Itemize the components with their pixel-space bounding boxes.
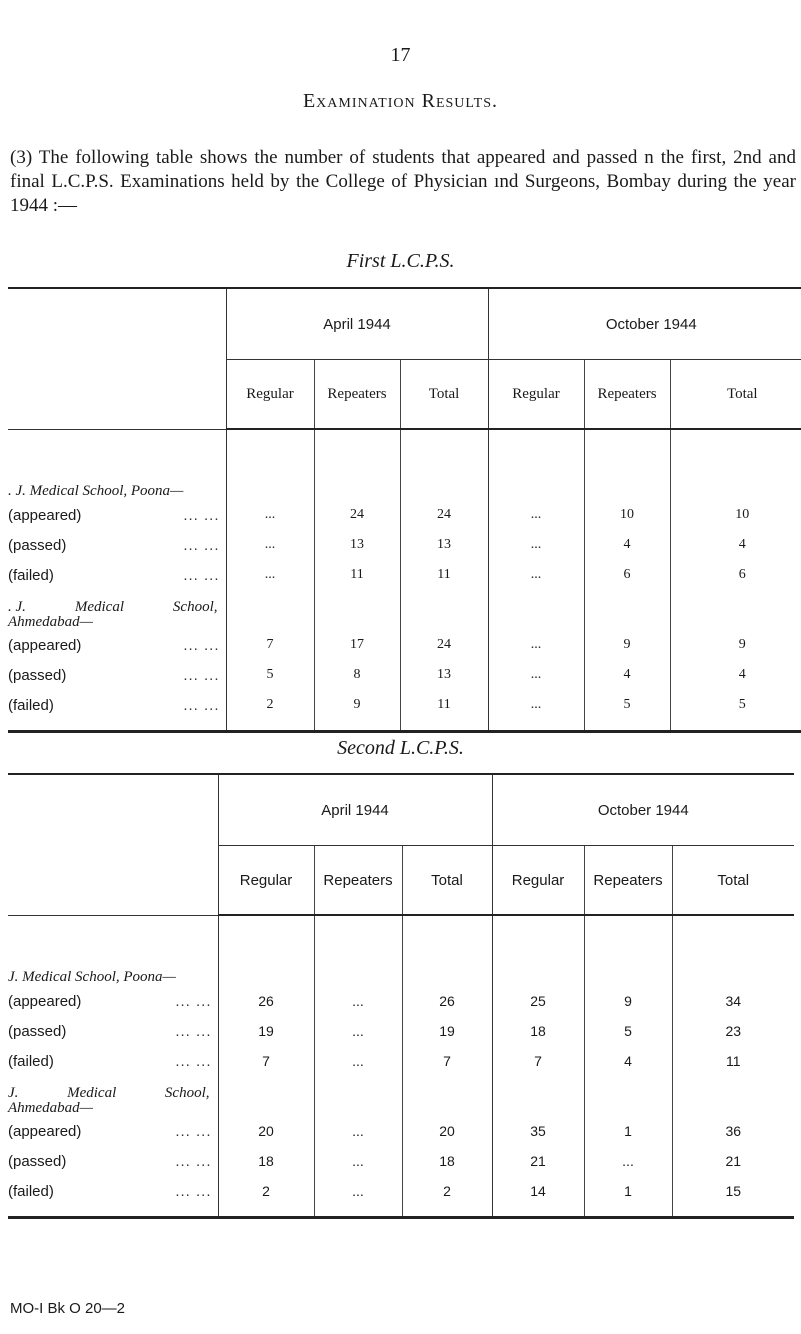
row-label: (passed) <box>8 666 67 684</box>
row-dots: ... ... <box>175 992 212 1010</box>
table-cell: 2 <box>266 697 274 712</box>
table-cell: 24 <box>314 500 400 530</box>
table-cell: 15 <box>672 1176 794 1206</box>
table-cell: 1 <box>584 1176 672 1206</box>
school-name-line2: Ahmedabad— <box>8 614 93 630</box>
table-cell: ... <box>264 567 276 582</box>
table-cell: 19 <box>402 1016 492 1046</box>
row-label: (appeared) <box>8 992 82 1010</box>
table-title-first-lcps: First L.C.P.S. <box>346 250 455 272</box>
table-cell: ... <box>314 1176 402 1206</box>
row-dots: ... ... <box>183 696 220 714</box>
page-heading: Examination Results. <box>302 90 499 112</box>
table-cell: ... <box>314 1016 402 1046</box>
table-cell: 11 <box>400 560 488 590</box>
table-cell: 2 <box>262 1183 270 1199</box>
row-dots: ... ... <box>175 1022 212 1040</box>
table-cell: 7 <box>262 1053 270 1069</box>
row-label: (passed) <box>8 1152 67 1170</box>
row-label: (passed) <box>8 1022 67 1040</box>
table-cell: 21 <box>672 1146 794 1176</box>
table-cell: ... <box>314 986 402 1016</box>
table-cell: 5 <box>670 690 801 720</box>
table-cell: 4 <box>584 1046 672 1076</box>
table-cell: 18 <box>258 1153 274 1169</box>
table-row <box>8 986 794 1016</box>
table-cell: ... <box>584 1146 672 1176</box>
table-cell: 5 <box>584 1016 672 1046</box>
page-number: 17 <box>390 44 411 66</box>
row-label: (failed) <box>8 566 54 584</box>
column-header: Repeaters <box>584 846 672 916</box>
first-lcps-table <box>8 287 801 733</box>
column-header: Repeaters <box>314 846 402 916</box>
table-cell: 26 <box>258 993 274 1009</box>
intro-paragraph: (3) The following table shows the number of students that appeared and passed n the first, 2nd and final L.C.P.S. Examinations held by the College of Physician ınd Surgeons, Bombay during the year 1944 :— <box>10 147 796 216</box>
table-cell: 4 <box>670 530 801 560</box>
table-row <box>8 690 801 720</box>
period-header-row <box>8 774 794 846</box>
row-label: (failed) <box>8 1052 54 1070</box>
spacer-row <box>8 915 794 942</box>
table-cell: ... <box>488 560 584 590</box>
table-row <box>8 630 801 660</box>
school-name-part: . J. <box>8 599 26 615</box>
table-cell: ... <box>314 1046 402 1076</box>
label-header-cell <box>8 774 218 915</box>
column-header: Total <box>672 846 794 916</box>
table-cell: 23 <box>672 1016 794 1046</box>
table-cell: ... <box>488 630 584 660</box>
table-cell: ... <box>314 1146 402 1176</box>
row-dots: ... ... <box>183 506 220 524</box>
table-cell: 7 <box>266 637 274 652</box>
table-cell: 11 <box>314 560 400 590</box>
table-cell: 6 <box>584 560 670 590</box>
column-header: Total <box>670 360 801 430</box>
table-cell: 11 <box>672 1046 794 1076</box>
table-cell: 24 <box>400 500 488 530</box>
table-cell: 11 <box>400 690 488 720</box>
period-header: April 1944 <box>218 774 492 846</box>
table-cell: 24 <box>400 630 488 660</box>
period-header: April 1944 <box>226 288 488 360</box>
school-name: J. Medical School, Poona— <box>8 942 218 986</box>
table-cell: 10 <box>670 500 801 530</box>
table-cell: 20 <box>402 1116 492 1146</box>
table-cell: 8 <box>314 660 400 690</box>
table-cell: 34 <box>672 986 794 1016</box>
table-cell: 13 <box>400 530 488 560</box>
table-cell: 6 <box>670 560 801 590</box>
second-lcps-table <box>8 773 794 1219</box>
table-cell: ... <box>314 1116 402 1146</box>
label-header-cell <box>8 288 226 429</box>
row-label: (appeared) <box>8 636 82 654</box>
table-cell: 14 <box>492 1176 584 1206</box>
row-dots: ... ... <box>183 536 220 554</box>
table-row <box>8 530 801 560</box>
school-name-part: School, <box>164 1085 210 1101</box>
school-name: . J. Medical School, Poona— <box>8 456 226 500</box>
period-header: October 1944 <box>492 774 794 846</box>
printer-footer: MO-I Bk O 20—2 <box>10 1300 126 1317</box>
table-row <box>8 1046 794 1076</box>
table-cell: 17 <box>314 630 400 660</box>
table-cell: 7 <box>492 1046 584 1076</box>
table-row <box>8 1116 794 1146</box>
table-cell: 13 <box>314 530 400 560</box>
table-cell: ... <box>488 500 584 530</box>
table-cell: 18 <box>492 1016 584 1046</box>
spacer-row <box>8 429 801 456</box>
table-cell: 35 <box>492 1116 584 1146</box>
table-cell: ... <box>264 537 276 552</box>
table-row <box>8 560 801 590</box>
table-cell: 26 <box>402 986 492 1016</box>
column-header: Regular <box>488 360 584 430</box>
table-cell: 1 <box>584 1116 672 1146</box>
row-dots: ... ... <box>183 566 220 584</box>
table-row <box>8 500 801 530</box>
column-header: Total <box>402 846 492 916</box>
table-row <box>8 660 801 690</box>
school-name-part: J. <box>8 1085 19 1101</box>
row-dots: ... ... <box>183 666 220 684</box>
table-cell: 9 <box>314 690 400 720</box>
table-cell: 9 <box>584 630 670 660</box>
table-cell: 5 <box>266 667 274 682</box>
table-cell: 4 <box>584 660 670 690</box>
school-name <box>8 590 226 630</box>
table-cell: 21 <box>492 1146 584 1176</box>
table-row <box>8 1176 794 1206</box>
spacer-row <box>8 1206 794 1218</box>
school-name <box>8 1076 218 1116</box>
table-cell: ... <box>488 530 584 560</box>
school-name-part: Medical <box>74 599 124 615</box>
row-label: (appeared) <box>8 506 82 524</box>
table-cell: 25 <box>492 986 584 1016</box>
row-label: (passed) <box>8 536 67 554</box>
column-header: Regular <box>218 846 314 916</box>
table-row <box>8 1016 794 1046</box>
row-label: (failed) <box>8 1182 54 1200</box>
school-name-part: Medical <box>67 1085 117 1101</box>
school-name-part: School, <box>172 599 218 615</box>
school-row <box>8 590 801 630</box>
row-label: (appeared) <box>8 1122 82 1140</box>
table-cell: 19 <box>258 1023 274 1039</box>
table-cell: ... <box>488 690 584 720</box>
table-cell: 5 <box>584 690 670 720</box>
table-cell: 10 <box>584 500 670 530</box>
table-cell: 18 <box>402 1146 492 1176</box>
table-cell: 4 <box>670 660 801 690</box>
row-dots: ... ... <box>175 1152 212 1170</box>
row-dots: ... ... <box>183 636 220 654</box>
table-cell: 2 <box>402 1176 492 1206</box>
table-cell: 20 <box>258 1123 274 1139</box>
column-header: Regular <box>492 846 584 916</box>
table-cell: ... <box>264 507 276 522</box>
row-dots: ... ... <box>175 1182 212 1200</box>
period-header-row <box>8 288 801 360</box>
row-label: (failed) <box>8 696 54 714</box>
table-row <box>8 1146 794 1176</box>
table-cell: ... <box>488 660 584 690</box>
table-cell: 13 <box>400 660 488 690</box>
table-cell: 7 <box>402 1046 492 1076</box>
column-header: Repeaters <box>314 360 400 430</box>
table-cell: 4 <box>584 530 670 560</box>
table-cell: 36 <box>672 1116 794 1146</box>
table-title-second-lcps: Second L.C.P.S. <box>337 737 464 759</box>
period-header: October 1944 <box>488 288 801 360</box>
school-row <box>8 456 801 500</box>
column-header: Total <box>400 360 488 430</box>
table-cell: 9 <box>670 630 801 660</box>
school-name-line2: Ahmedabad— <box>8 1100 93 1116</box>
spacer-row <box>8 720 801 732</box>
column-header: Regular <box>226 360 314 430</box>
school-row <box>8 1076 794 1116</box>
row-dots: ... ... <box>175 1052 212 1070</box>
school-row <box>8 942 794 986</box>
table-cell: 9 <box>584 986 672 1016</box>
column-header: Repeaters <box>584 360 670 430</box>
row-dots: ... ... <box>175 1122 212 1140</box>
